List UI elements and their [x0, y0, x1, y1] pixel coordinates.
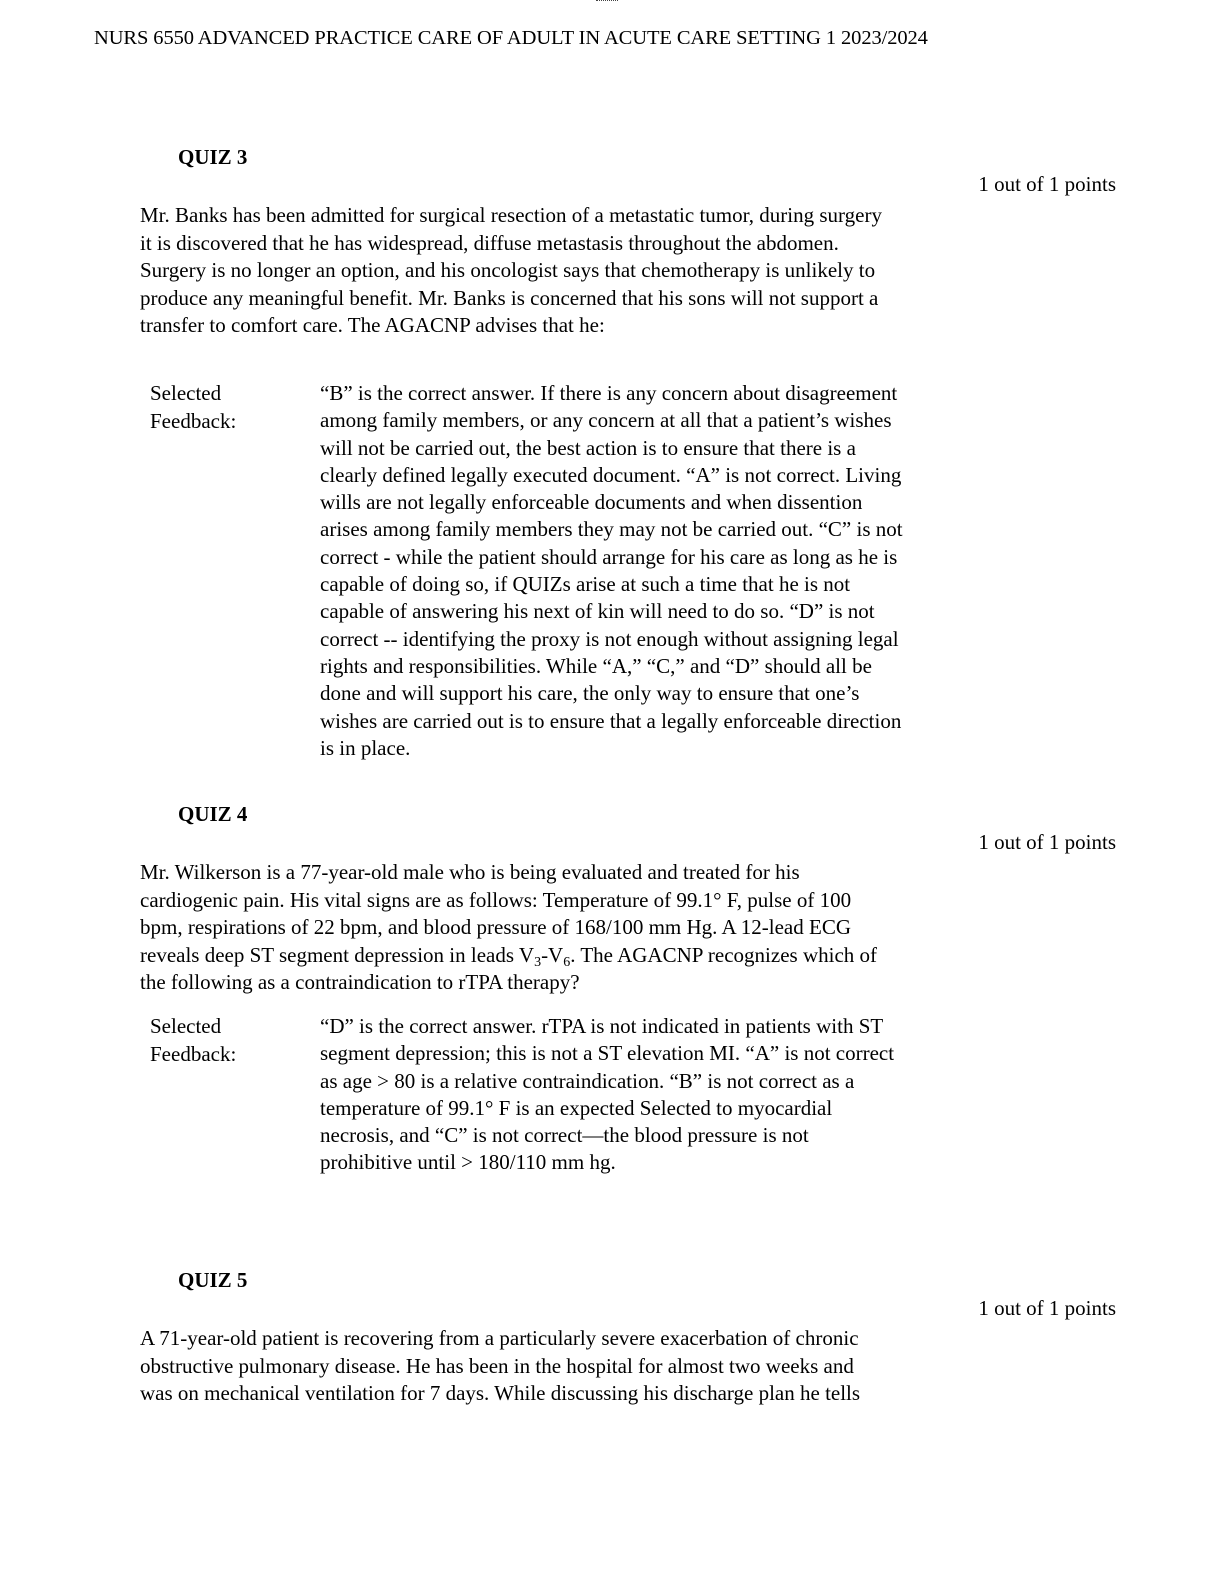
quiz-5-points: 1 out of 1 points: [978, 1296, 1116, 1320]
feedback-line: prohibitive until > 180/110 mm hg.: [320, 1150, 616, 1175]
question-text: reveals deep ST segment depression in leads V: [140, 942, 535, 967]
feedback-line: “D” is the correct answer. rTPA is not indicated in patients with ST: [320, 1014, 884, 1038]
feedback-line: segment depression; this is not a ST elevation MI. “A” is not correct: [320, 1041, 895, 1066]
feedback-line: necrosis, and “C” is not correct—the blood pressure is not: [320, 1123, 809, 1148]
feedback-line: wishes are carried out is to ensure that a legally enforceable direction: [320, 708, 902, 733]
question-line: obstructive pulmonary disease. He has been in the hospital for almost two weeks and: [140, 1353, 854, 1378]
question-line: cardiogenic pain. His vital signs are as follows: Temperature of 99.1° F, pulse of 100: [140, 887, 852, 912]
quiz-4-points: 1 out of 1 points: [978, 830, 1116, 854]
quiz-4-feedback-text: [320, 1013, 985, 1177]
question-line: Surgery is no longer an option, and his oncologist says that chemotherapy is unlikely to: [140, 258, 876, 282]
question-line: it is discovered that he has widespread, diffuse metastasis throughout the abdomen.: [140, 230, 839, 255]
lead-subscript: 6: [563, 954, 571, 970]
question-line: produce any meaningful benefit. Mr. Banks is concerned that his sons will not support a: [140, 285, 879, 310]
quiz-5-question: [140, 1325, 985, 1408]
feedback-line: capable of answering his next of kin will need to do so. “D” is not: [320, 599, 875, 624]
question-line: transfer to comfort care. The AGACNP advises that he:: [140, 313, 605, 337]
quiz-4-title: QUIZ 4: [178, 802, 248, 826]
feedback-line: wills are not legally enforceable documents and when dissention: [320, 490, 863, 515]
feedback-line: is in place.: [320, 735, 411, 760]
question-line: bpm, respirations of 22 bpm, and blood pressure of 168/100 mm Hg. A 12-lead ECG: [140, 915, 851, 939]
quiz-5-title: QUIZ 5: [178, 1268, 248, 1292]
question-text: -V: [541, 942, 564, 967]
feedback-line: correct -- identifying the proxy is not enough without assigning legal: [320, 626, 899, 651]
feedback-label-line: Feedback:: [150, 1041, 237, 1066]
feedback-line: done and will support his care, the only way to ensure that one’s: [320, 681, 860, 706]
feedback-line: rights and responsibilities. While “A,” “C,” and “D” should all be: [320, 653, 872, 678]
feedback-line: correct - while the patient should arrange for his care as long as he is: [320, 544, 898, 569]
question-line: Mr. Banks has been admitted for surgical resection of a metastatic tumor, during surgery: [140, 203, 882, 227]
document-header: NURS 6550 ADVANCED PRACTICE CARE OF ADULT IN ACUTE CARE SETTING 1 2023/2024: [94, 27, 928, 49]
feedback-label-line: Selected: [150, 381, 222, 405]
question-text: . The AGACNP recognizes which of: [570, 942, 878, 967]
quiz-3-feedback-text: [320, 380, 985, 762]
lead-subscript: 3: [534, 954, 542, 970]
quiz-4-feedback-label: [150, 1013, 310, 1068]
page-top-mark: [596, 0, 618, 3]
question-line: A 71-year-old patient is recovering from a particularly severe exacerbation of chronic: [140, 1326, 859, 1350]
feedback-line: will not be carried out, the best action is to ensure that there is a: [320, 435, 856, 460]
quiz-3-feedback-label: [150, 380, 310, 435]
quiz-4-question: [140, 859, 985, 997]
quiz-3-points: 1 out of 1 points: [978, 172, 1116, 196]
question-line: was on mechanical ventilation for 7 days. While discussing his discharge plan he tells: [140, 1381, 861, 1405]
question-line: the following as a contraindication to rTPA therapy?: [140, 970, 580, 994]
quiz-3-title: QUIZ 3: [178, 145, 248, 169]
feedback-line: capable of doing so, if QUIZs arise at such a time that he is not: [320, 572, 851, 597]
feedback-line: clearly defined legally executed document. “A” is not correct. Living: [320, 462, 902, 487]
feedback-line: arises among family members they may not be carried out. “C” is not: [320, 517, 903, 542]
feedback-label-line: Feedback:: [150, 408, 237, 433]
question-line-with-subscripts: [140, 942, 985, 970]
feedback-line: temperature of 99.1° F is an expected Selected to myocardial: [320, 1095, 833, 1120]
question-line: Mr. Wilkerson is a 77-year-old male who is being evaluated and treated for his: [140, 860, 800, 884]
feedback-line: as age > 80 is a relative contraindication. “B” is not correct as a: [320, 1068, 855, 1093]
quiz-3-question: [140, 202, 985, 340]
feedback-line: among family members, or any concern at all that a patient’s wishes: [320, 408, 892, 433]
feedback-line: “B” is the correct answer. If there is any concern about disagreement: [320, 381, 898, 405]
feedback-label-line: Selected: [150, 1014, 222, 1038]
